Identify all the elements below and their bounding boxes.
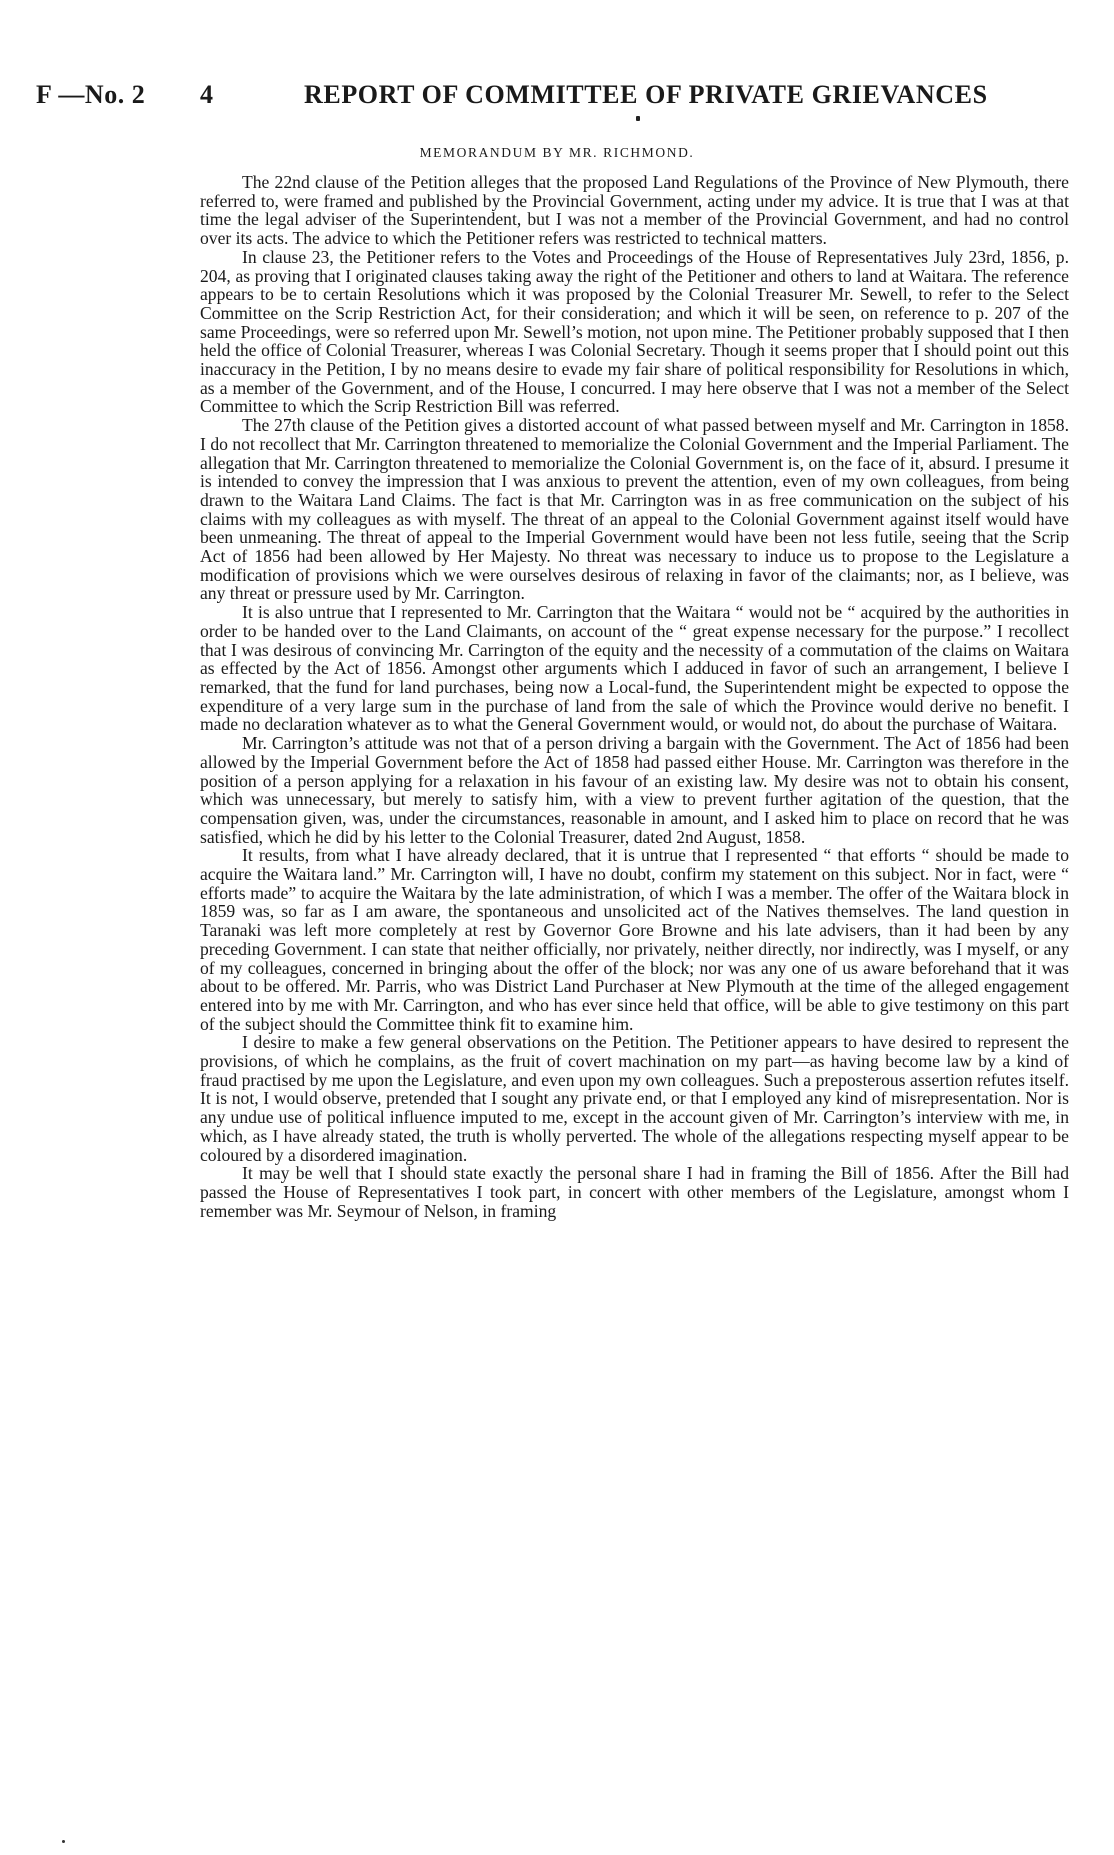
- print-mark: [636, 116, 640, 121]
- page-header: [36, 80, 1076, 116]
- paragraph: Mr. Carrington’s attitude was not that of a person driving a bargain with the Government. The Act of 1856 had been allowed by the Imperial Government before the Act of 1858 had passed either House. Mr. Carrington was therefore in the position of a person applying for a relaxation in his favour of an existing law. My desire was not to obtain his consent, which was unnecessary, but merely to satisfy him, with a view to prevent further agitation of the question, that the compensation given, was, under the circumstances, reasonable in amount, and I asked him to place on record that he was satisfied, which he did by his letter to the Colonial Treasurer, dated 2nd August, 1858.: [200, 733, 1069, 847]
- paragraph: The 27th clause of the Petition gives a distorted account of what passed between myself and Mr. Carrington in 1858. I do not recollect that Mr. Carrington threatened to memorialize the Colonial Government and the Imperial Parliament. The allegation that Mr. Carrington threatened to memorialize the Colonial Government is, on the face of it, absurd. I presume it is intended to convey the impression that I was anxious to prevent the attention, even of my own colleagues, from being drawn to the Waitara Land Claims. The fact is that Mr. Carrington was in as free communication on the subject of his claims with my colleagues as with myself. The threat of an appeal to the Colonial Government against itself would have been unmeaning. The threat of appeal to the Imperial Government would have been not less futile, seeing that the Scrip Act of 1856 had been allowed by Her Majesty. No threat was necessary to induce us to propose to the Legislature a modification of provisions which we were ourselves desirous of relaxing in favor of the claimants; nor, as I believe, was any threat or pressure used by Mr. Carrington.: [200, 415, 1069, 604]
- memorandum-body: [200, 173, 1069, 1220]
- running-title: REPORT OF COMMITTEE OF PRIVATE GRIEVANCES: [304, 80, 988, 109]
- paragraph: It may be well that I should state exactly the personal share I had in framing the Bill of 1856. After the Bill had passed the House of Representatives I took part, in concert with other members of the Legislature, amongst whom I remember was Mr. Seymour of Nelson, in framing: [200, 1163, 1069, 1221]
- stray-mark: [62, 1840, 65, 1843]
- memo-heading: MEMORANDUM BY MR. RICHMOND.: [419, 145, 695, 160]
- page-number: 4: [200, 80, 213, 109]
- document-reference: F —No. 2: [36, 80, 146, 109]
- paragraph: I desire to make a few general observations on the Petition. The Petitioner appears to have desired to represent the provisions, of which he complains, as the fruit of covert machination on my part—as having become law by a kind of fraud practised by me upon the Legislature, and even upon my own colleagues. Such a preposterous assertion refutes itself. It is not, I would observe, pretended that I sought any private end, or that I employed any kind of misrepresentation. Nor is any undue use of political influence imputed to me, except in the account given of Mr. Carrington’s interview with me, in which, as I have already stated, the truth is wholly perverted. The whole of the allegations respecting myself appear to be coloured by a disordered imagination.: [200, 1032, 1069, 1165]
- paragraph: It results, from what I have already declared, that it is untrue that I represented “ that efforts “ should be made to acquire the Waitara land.” Mr. Carrington will, I have no doubt, confirm my statement on this subject. Nor in fact, were “ efforts made” to acquire the Waitara by the late administration, of which I was a member. The offer of the Waitara block in 1859 was, so far as I am aware, the spontaneous and unsolicited act of the Natives themselves. The land question in Taranaki was left more completely at rest by Governor Gore Browne and his late advisers, than it had been by any preceding Government. I can state that neither officially, nor privately, neither directly, nor indirectly, was I myself, or any of my colleagues, concerned in bringing about the offer of the block; nor was any one of us aware beforehand that it was about to be offered. Mr. Parris, who was District Land Purchaser at New Plymouth at the time of the alleged engagement entered into by me with Mr. Carrington, and who has ever since held that office, will be able to give testimony on this part of the subject should the Committee think fit to examine him.: [200, 845, 1069, 1034]
- paragraph: It is also untrue that I represented to Mr. Carrington that the Waitara “ would not be “ acquired by the authorities in order to be handed over to the Land Claimants, on account of the “ great expense necessary for the purpose.” I recollect that I was desirous of convincing Mr. Carrington of the equity and the necessity of a commutation of the claims on Waitara as effected by the Act of 1856. Amongst other arguments which I adduced in favor of such an arrangement, I believe I remarked, that the fund for land purchases, being now a Local-fund, the Superintendent might be expected to oppose the expenditure of a very large sum in the purchase of land from the sale of which the Province would derive no benefit. I made no declaration whatever as to what the General Government would, or would not, do about the purchase of Waitara.: [200, 602, 1069, 735]
- paragraph: In clause 23, the Petitioner refers to the Votes and Proceedings of the House of Representatives July 23rd, 1856, p. 204, as proving that I originated clauses taking away the right of the Petitioner and others to land at Waitara. The reference appears to be to certain Resolutions which it was proposed by the Colonial Treasurer Mr. Sewell, to refer to the Select Committee on the Scrip Restriction Act, for their consideration; and which it will be seen, on reference to p. 207 of the same Proceedings, were so referred upon Mr. Sewell’s motion, not upon mine. The Petitioner probably supposed that I then held the office of Colonial Treasurer, whereas I was Colonial Secretary. Though it seems proper that I should point out this inaccuracy in the Petition, I by no means desire to evade my fair share of political responsibility for Resolutions in which, as a member of the Government, and of the House, I concurred. I may here observe that I was not a member of the Select Committee to which the Scrip Restriction Bill was referred.: [200, 246, 1069, 417]
- paragraph: The 22nd clause of the Petition alleges that the proposed Land Regulations of the Province of New Plymouth, there referred to, were framed and published by the Provincial Government, acting under my advice. It is true that I was at that time the legal adviser of the Superintendent, but I was not a member of the Provincial Government, and had no control over its acts. The advice to which the Petitioner refers was restricted to technical matters.: [200, 172, 1069, 249]
